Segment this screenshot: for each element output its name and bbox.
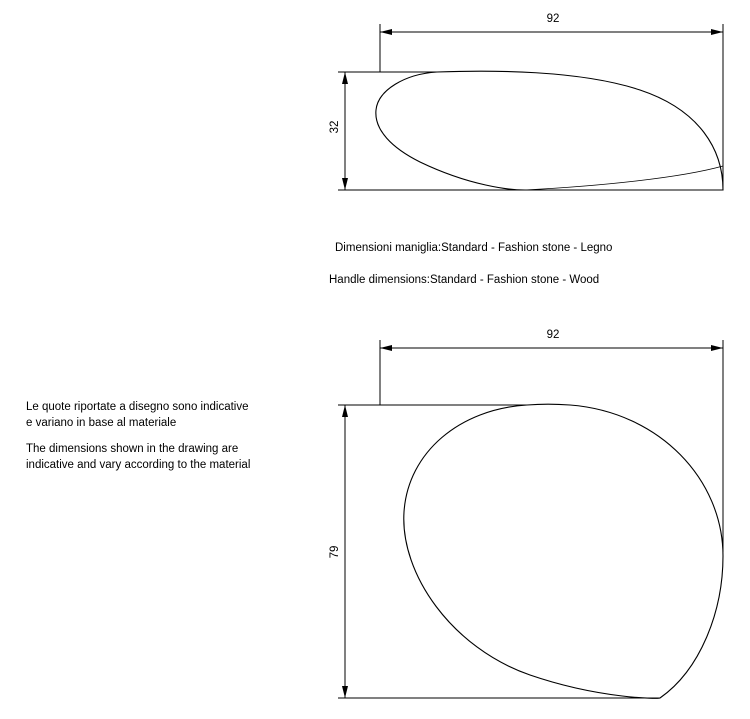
caption-italian: Dimensioni maniglia:Standard - Fashion stone - Legno [335, 242, 613, 254]
top-view-group [338, 24, 723, 190]
caption-english: Handle dimensions:Standard - Fashion stone - Wood [329, 274, 600, 286]
bottom-height-dimension [338, 405, 660, 698]
note-italian [26, 399, 249, 431]
bottom-view-outline [404, 404, 723, 698]
top-width-dimension [380, 24, 723, 190]
bottom-view-group [338, 340, 723, 698]
note-english-line-1: The dimensions shown in the drawing are [26, 443, 239, 455]
bottom-width-value: 92 [546, 329, 560, 341]
bottom-height-value: 79 [329, 545, 341, 559]
note-italian-line-1: Le quote riportate a disegno sono indicative [26, 401, 249, 413]
note-italian-line-2: e variano in base al materiale [26, 417, 177, 429]
note-english [26, 441, 250, 473]
top-height-dimension [338, 72, 525, 190]
top-height-value: 32 [329, 120, 341, 134]
top-width-value: 92 [546, 13, 560, 25]
top-view-outline [376, 71, 723, 190]
top-view-inner-edge [525, 166, 723, 190]
note-english-line-2: indicative and vary according to the material [26, 459, 251, 471]
